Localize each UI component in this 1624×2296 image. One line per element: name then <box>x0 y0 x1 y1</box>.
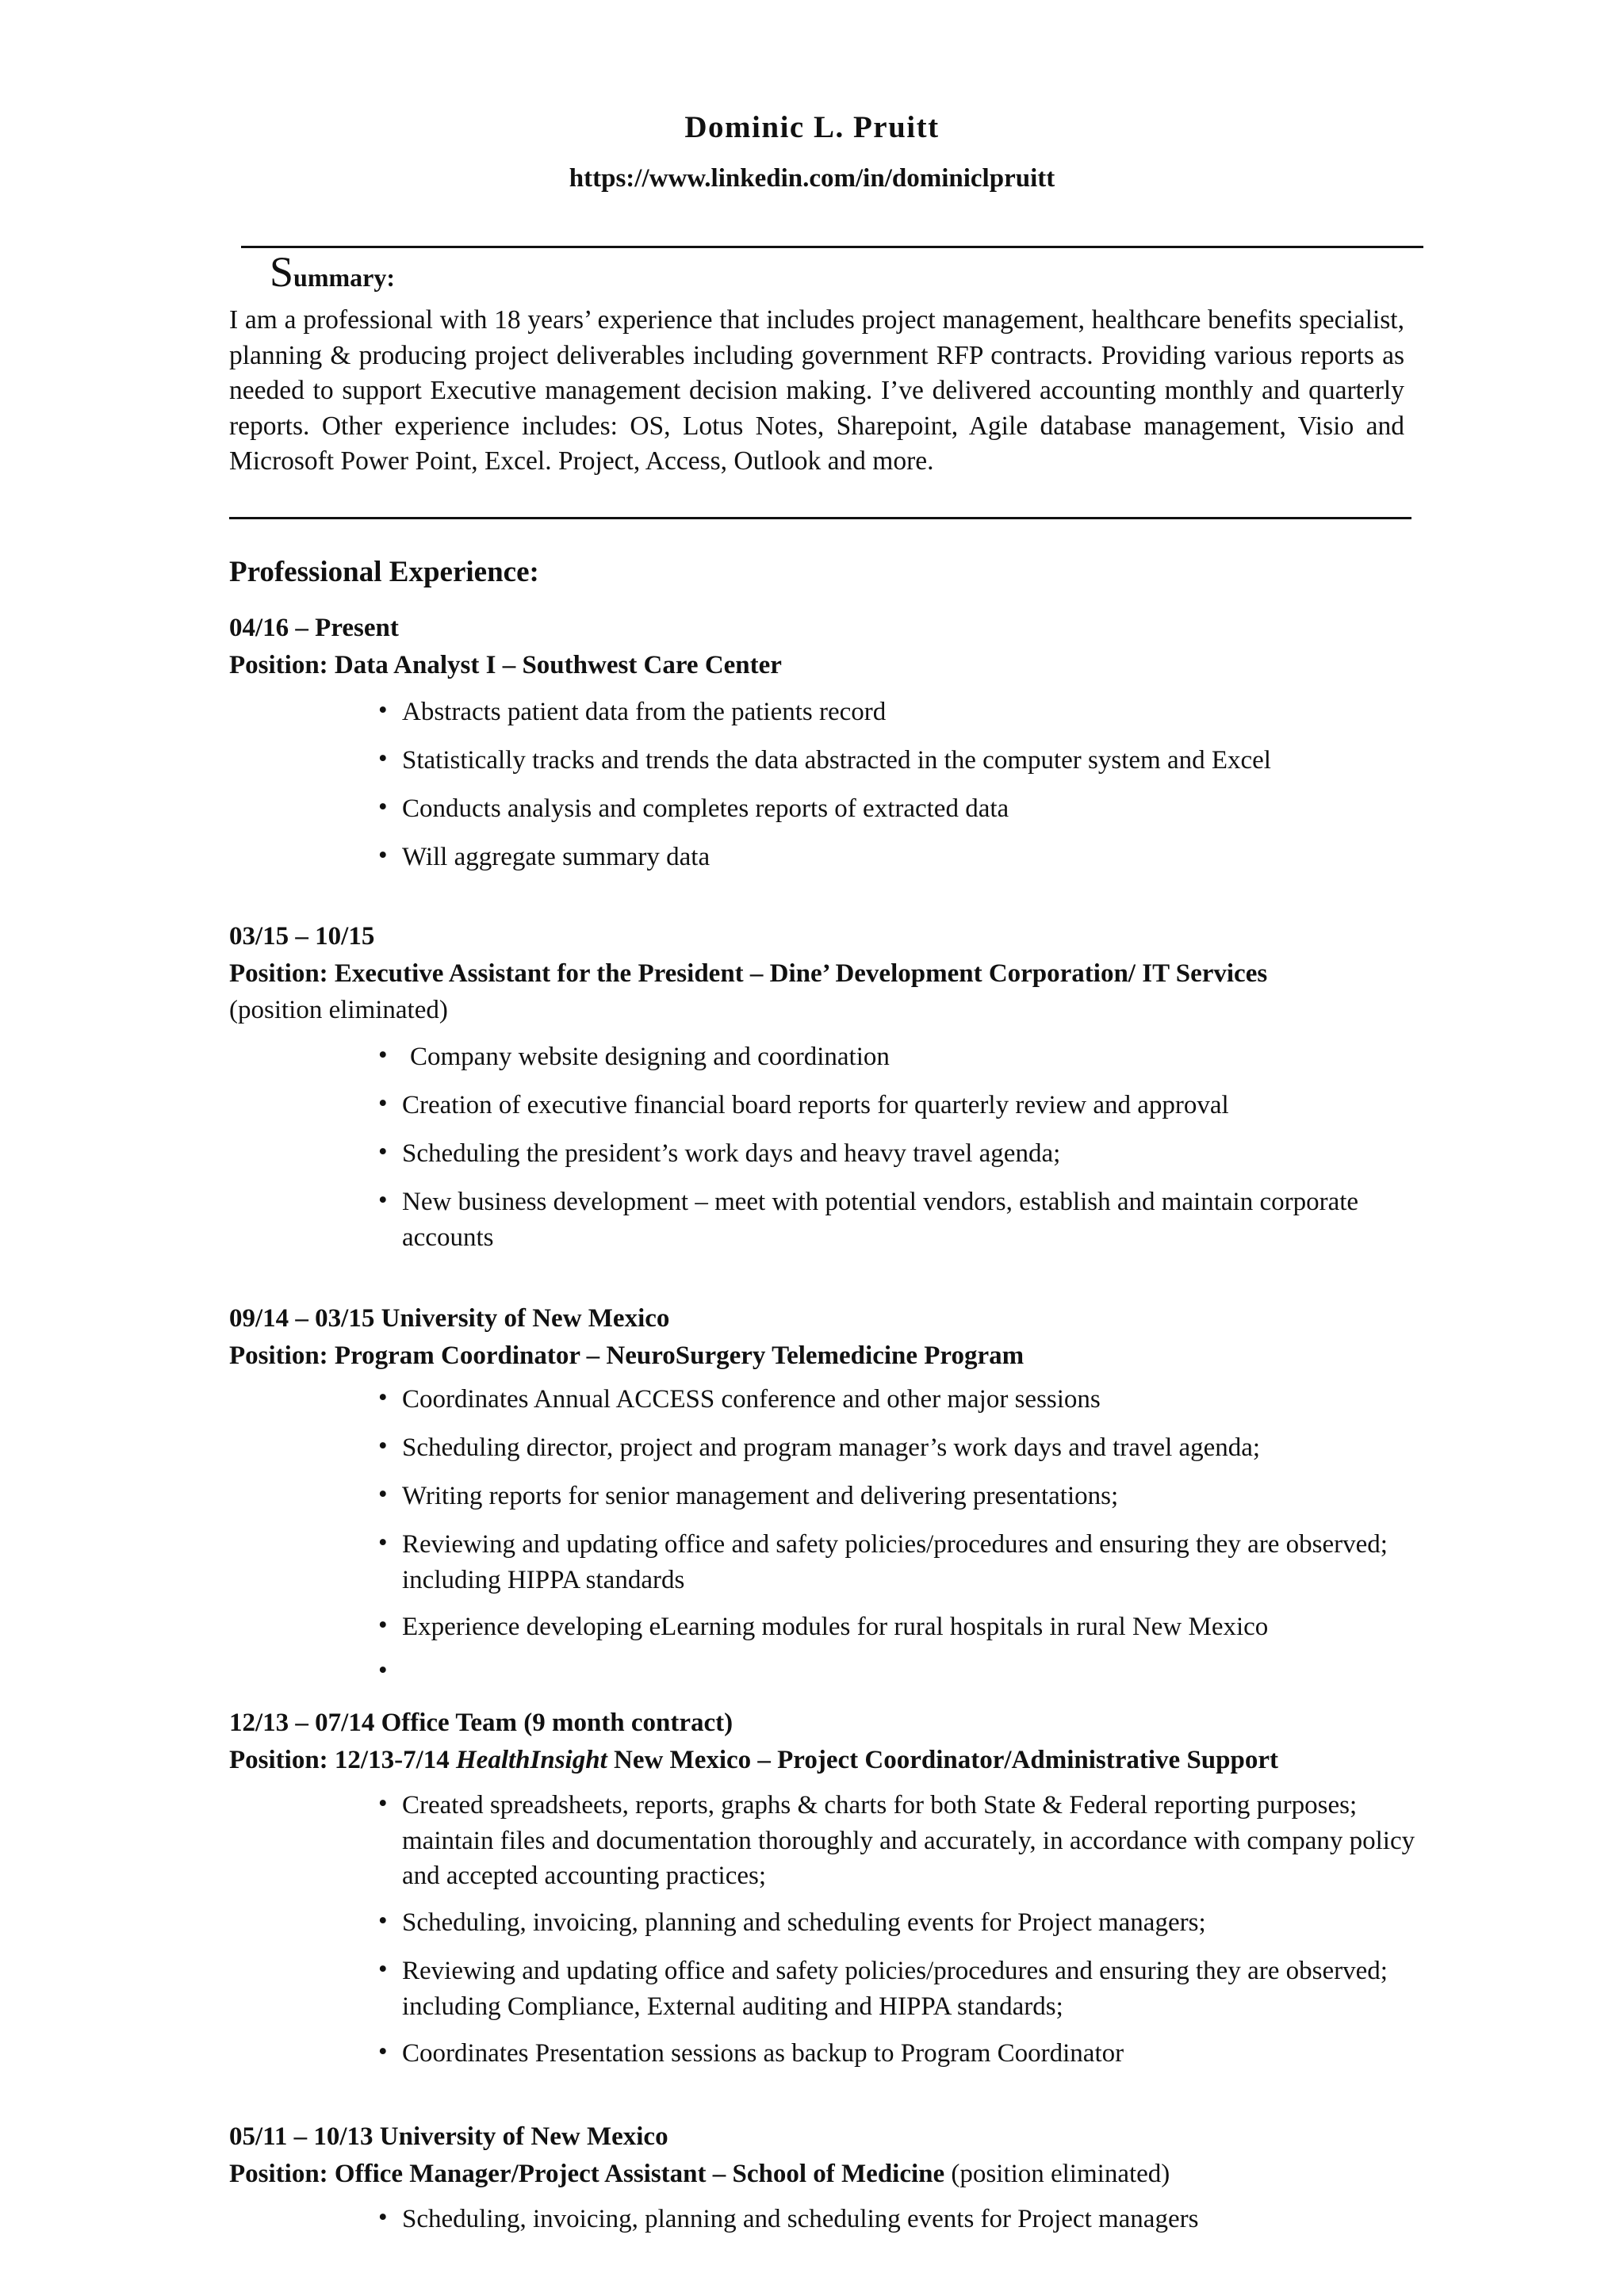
list-item: • Experience developing eLearning modules for rural hospitals in rural New Mexico <box>378 1611 1269 1641</box>
job-position: Position: 12/13-7/14 HealthInsight New Mexico – Project Coordinator/Administrative Support <box>229 1746 1278 1774</box>
job-position: Position: Executive Assistant for the President – Dine’ Development Corporation/ IT Services <box>229 959 1268 988</box>
list-item: • Writing reports for senior management and delivering presentations; <box>378 1480 1119 1510</box>
linkedin-url[interactable]: https://www.linkedin.com/in/dominiclpruitt <box>569 164 1055 193</box>
job-position: Position: Data Analyst I – Southwest Care Center <box>229 651 782 679</box>
job-entry <box>229 1300 1466 1689</box>
job-dates: 04/16 – Present <box>229 614 399 642</box>
list-item: • Scheduling director, project and program manager’s work days and travel agenda; <box>378 1432 1261 1462</box>
job-position: Position: Office Manager/Project Assistant – School of Medicine (position eliminated) <box>229 2160 1170 2188</box>
job-entry <box>229 610 1466 888</box>
job-dates: 12/13 – 07/14 Office Team (9 month contract) <box>229 1709 733 1737</box>
list-item: • Scheduling, invoicing, planning and scheduling events for Project managers <box>378 2203 1199 2233</box>
job-bullets <box>378 1788 1417 2072</box>
candidate-name: Dominic L. Pruitt <box>684 110 940 144</box>
list-item: • <box>378 1656 388 1685</box>
job-entry <box>229 918 1466 1255</box>
summary-text: I am a professional with 18 years’ experience that includes project management, healthcare benefits specialist, planning & producing project deliverables including government RFP contracts. Providing various reports as needed to support Executive management decision making. I’ve delivered accounting monthly and quarterly reports. Other experience includes: OS, Lotus Notes, Sharepoint, Agile database management, Visio and Microsoft Power Point, Excel. Project, Access, Outlook and more. <box>229 305 1404 476</box>
list-item: • Coordinates Presentation sessions as backup to Program Coordinator <box>378 2038 1124 2068</box>
list-item: • Reviewing and updating office and safety policies/procedures and ensuring they are observed; including Compliance, External auditing and HIPPA standards; <box>378 1955 1388 2021</box>
job-note: (position eliminated) <box>229 996 448 1024</box>
job-bullets <box>378 1382 1417 1689</box>
list-item: • Abstracts patient data from the patients record <box>378 696 887 726</box>
list-item: • Conducts analysis and completes reports of extracted data <box>378 793 1009 823</box>
list-item: • Created spreadsheets, reports, graphs & charts for both State & Federal reporting purposes; maintain files and documentation thoroughly and accurately, in accordance with company policy and accepted accounting practices; <box>378 1789 1415 1890</box>
summary-heading <box>270 247 395 297</box>
list-item: • Will aggregate summary data <box>378 841 710 871</box>
list-item: • Coordinates Annual ACCESS conference and other major sessions <box>378 1383 1101 1414</box>
experience-heading: Professional Experience: <box>229 556 539 588</box>
header-divider <box>241 246 1423 248</box>
job-bullets <box>378 695 1417 888</box>
job-position: Position: Program Coordinator – NeuroSurgery Telemedicine Program <box>229 1341 1025 1370</box>
job-bullets <box>378 2202 1417 2237</box>
list-item: • Creation of executive financial board reports for quarterly review and approval <box>378 1089 1229 1119</box>
list-item: • Scheduling, invoicing, planning and scheduling events for Project managers; <box>378 1907 1206 1937</box>
job-entry <box>229 1705 1466 2072</box>
job-entry <box>229 2118 1466 2237</box>
job-bullets <box>378 1039 1417 1255</box>
list-item: • Scheduling the president’s work days and heavy travel agenda; <box>378 1138 1061 1168</box>
list-item: • Reviewing and updating office and safety policies/procedures and ensuring they are observed; including HIPPA standards <box>378 1529 1388 1594</box>
job-dates: 05/11 – 10/13 University of New Mexico <box>229 2122 668 2151</box>
list-item: • Company website designing and coordination <box>378 1041 890 1071</box>
job-dates: 09/14 – 03/15 University of New Mexico <box>229 1304 670 1333</box>
summary-heading-rest: ummary: <box>293 263 396 292</box>
job-dates: 03/15 – 10/15 <box>229 922 375 951</box>
summary-divider <box>229 517 1411 519</box>
summary-heading-cap: S <box>270 248 294 296</box>
list-item: • New business development – meet with potential vendors, establish and maintain corporate accounts <box>378 1186 1359 1252</box>
list-item: • Statistically tracks and trends the data abstracted in the computer system and Excel <box>378 744 1271 775</box>
